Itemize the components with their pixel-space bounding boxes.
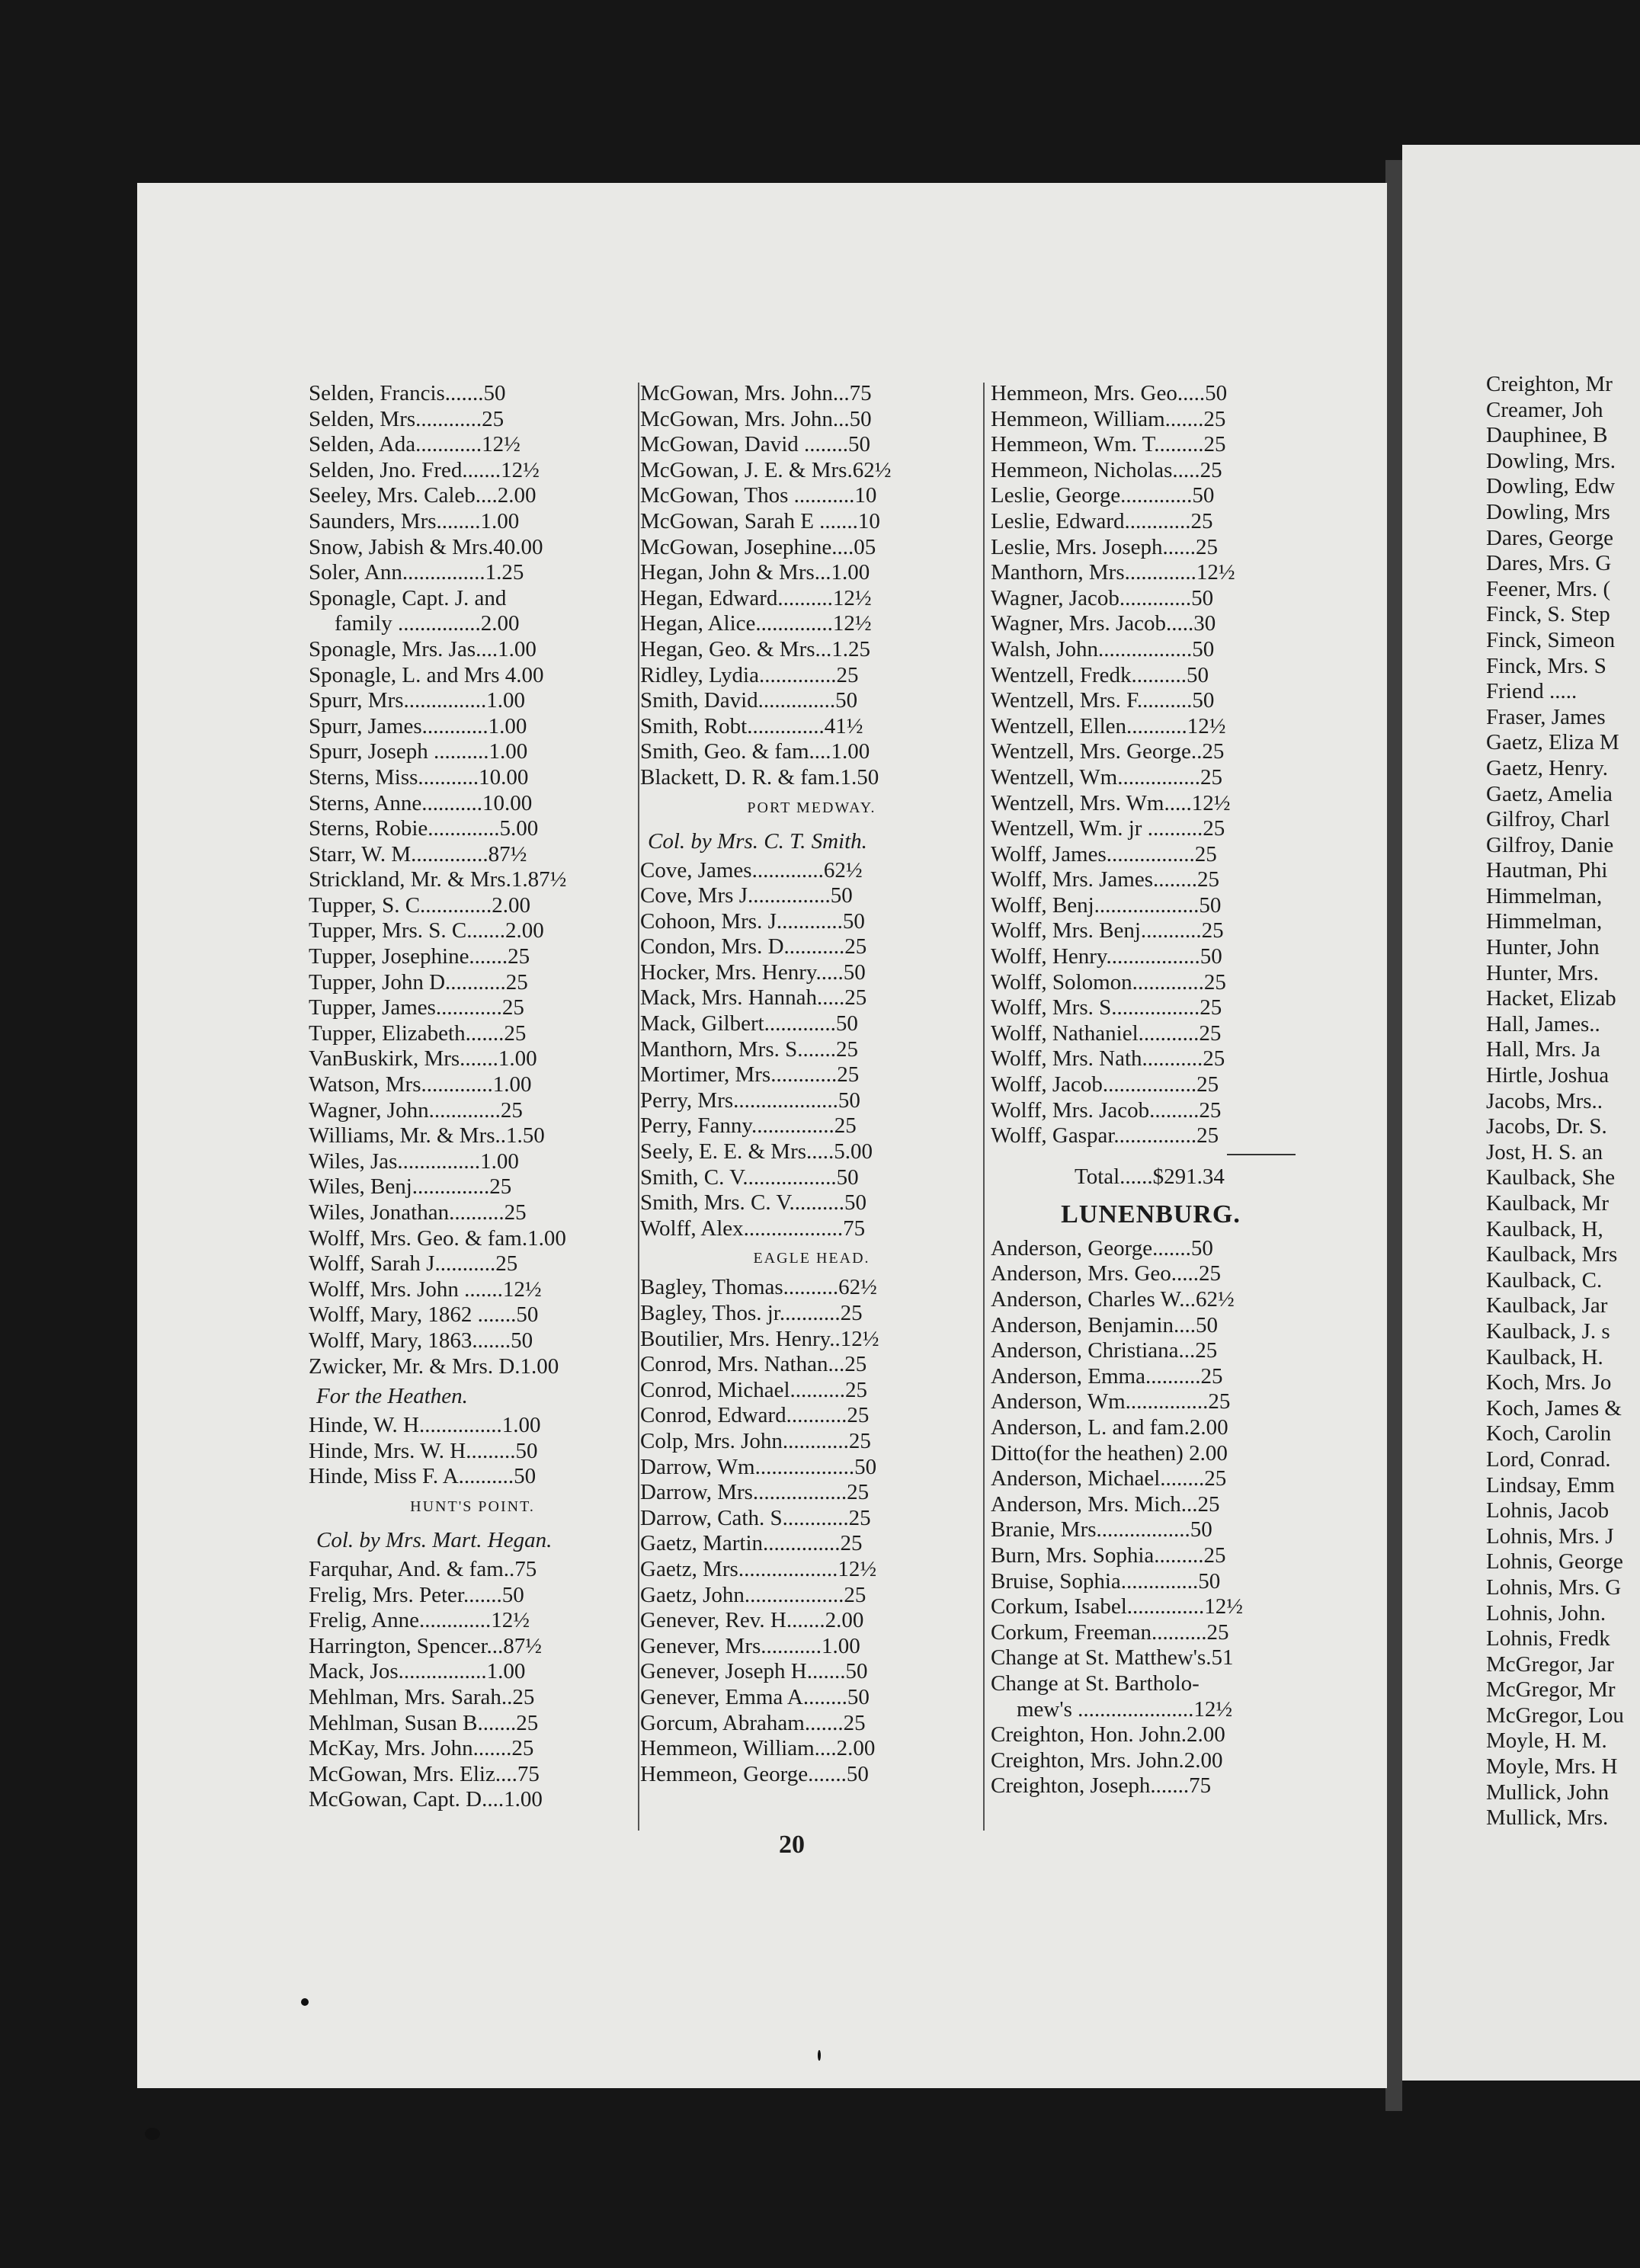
- list-item: Himmelman,: [1486, 883, 1603, 908]
- list-item: Kaulback, Jar: [1486, 1293, 1608, 1318]
- column-divider: [638, 383, 639, 1831]
- list-item: Mullick, John: [1486, 1779, 1610, 1805]
- list-item: Mortimer, Mrs............25: [640, 1062, 860, 1088]
- list-item: Hall, James..: [1486, 1011, 1600, 1036]
- list-item: Bagley, Thos. jr...........25: [640, 1301, 863, 1325]
- list-item: McGowan, Mrs. John...75: [640, 381, 872, 405]
- right-page-column: [1486, 372, 1640, 1831]
- ink-speck: [145, 2128, 160, 2140]
- list-item: Anderson, L. and fam.2.00: [991, 1414, 1228, 1440]
- list-item: Anderson, Benjamin....50: [991, 1312, 1219, 1337]
- list-item: Wolff, Mrs. Nath...........25: [991, 1046, 1225, 1072]
- list-item: Hunter, Mrs.: [1486, 960, 1599, 985]
- list-item: Cohoon, Mrs. J............50: [640, 908, 865, 934]
- collector-note: Col. by Mrs. C. T. Smith.: [648, 828, 867, 854]
- list-item: Change at St. Bartholo-: [991, 1671, 1200, 1696]
- list-item: Conrod, Mrs. Nathan...25: [640, 1352, 867, 1377]
- list-item: Kaulback, Mrs: [1486, 1242, 1618, 1267]
- total-amount: Total......$291.34: [1075, 1164, 1225, 1189]
- list-item: Cove, Mrs J...............50: [640, 883, 853, 908]
- list-item: Darrow, Cath. S............25: [640, 1505, 871, 1530]
- ink-speck: [301, 1998, 309, 2006]
- list-item: Manthorn, Mrs. S.......25: [640, 1036, 858, 1062]
- list-item: mew's .....................12½: [1017, 1696, 1233, 1722]
- list-item: Sterns, Anne...........10.00: [309, 790, 533, 815]
- list-item: Anderson, Mrs. Mich...25: [991, 1491, 1220, 1517]
- list-item: McGowan, David ........50: [640, 432, 871, 457]
- list-item: Tupper, Josephine.......25: [309, 944, 530, 969]
- list-item: Kaulback, C.: [1486, 1267, 1603, 1293]
- list-item: Mullick, Mrs.: [1486, 1805, 1609, 1831]
- list-item: Leslie, George.............50: [991, 483, 1215, 508]
- list-item: Gilfroy, Charl: [1486, 807, 1610, 832]
- list-item: Lohnis, George: [1486, 1549, 1623, 1574]
- list-item: Tupper, Elizabeth.......25: [309, 1020, 527, 1046]
- list-item: Harrington, Spencer...87½: [309, 1633, 543, 1658]
- list-item: Wentzell, Wm...............25: [991, 764, 1222, 790]
- list-item: Kaulback, H,: [1486, 1216, 1603, 1241]
- list-item: Smith, Robt..............41½: [640, 713, 863, 738]
- list-item: Wolff, Henry.................50: [991, 944, 1222, 969]
- list-item: Frelig, Anne.............12½: [309, 1608, 530, 1633]
- list-item: Tupper, James............25: [309, 995, 524, 1020]
- list-item: Colp, Mrs. John............25: [640, 1428, 871, 1453]
- list-item: Hirtle, Joshua: [1486, 1063, 1610, 1088]
- list-item: Branie, Mrs.................50: [991, 1517, 1212, 1542]
- list-item: Dares, George: [1486, 525, 1613, 550]
- list-item: Wentzell, Mrs. F..........50: [991, 688, 1215, 713]
- list-item: Lohnis, Jacob: [1486, 1498, 1610, 1523]
- list-item: Sterns, Robie.............5.00: [309, 816, 539, 841]
- list-item: Creighton, Joseph.......75: [991, 1773, 1212, 1799]
- list-item: Selden, Ada............12½: [309, 432, 521, 457]
- list-item: Dowling, Edw: [1486, 474, 1616, 499]
- list-item: Sponagle, Capt. J. and: [309, 585, 507, 610]
- list-item: McKay, Mrs. John.......25: [309, 1736, 534, 1761]
- list-item: Saunders, Mrs........1.00: [309, 508, 520, 533]
- list-item: Smith, Mrs. C. V..........50: [640, 1190, 867, 1216]
- list-item: Wolff, Gaspar...............25: [991, 1123, 1219, 1148]
- list-item: Darrow, Mrs.................25: [640, 1480, 870, 1505]
- list-item: Wagner, Mrs. Jacob.....30: [991, 611, 1216, 636]
- list-item: Ridley, Lydia..............25: [640, 662, 859, 687]
- list-item: Mack, Mrs. Hannah.....25: [640, 985, 867, 1011]
- list-item: Ditto(for the heathen) 2.00: [991, 1440, 1228, 1466]
- list-item: Corkum, Isabel..............12½: [991, 1594, 1244, 1619]
- list-item: Hegan, Edward..........12½: [640, 585, 872, 610]
- list-item: Wolff, Mrs. James........25: [991, 867, 1219, 892]
- list-item: Selden, Francis.......50: [309, 381, 506, 405]
- list-item: Mack, Jos................1.00: [309, 1659, 526, 1684]
- list-item: Wolff, Sarah J...........25: [309, 1251, 518, 1277]
- list-item: Smith, C. V.................50: [640, 1164, 859, 1190]
- list-item: Farquhar, And. & fam..75: [309, 1556, 537, 1581]
- list-item: Wolff, James................25: [991, 841, 1217, 867]
- list-item: Finck, Mrs. S: [1486, 653, 1606, 678]
- list-item: McGowan, Sarah E .......10: [640, 508, 880, 533]
- list-item: Wentzell, Mrs. Wm.....12½: [991, 790, 1231, 815]
- list-item: Himmelman,: [1486, 909, 1603, 934]
- ink-speck: [818, 2050, 821, 2061]
- list-item: Wentzell, Fredk..........50: [991, 662, 1209, 687]
- list-item: Wentzell, Mrs. George..25: [991, 739, 1225, 764]
- list-item: McGregor, Lou: [1486, 1703, 1624, 1728]
- list-item: Genever, Joseph H.......50: [640, 1659, 868, 1684]
- list-item: Creighton, Mrs. John.2.00: [991, 1747, 1223, 1773]
- list-item: Seeley, Mrs. Caleb....2.00: [309, 483, 537, 508]
- list-item: Tupper, John D...........25: [309, 969, 528, 995]
- list-item: Lohnis, Mrs. J: [1486, 1523, 1614, 1549]
- list-item: Spurr, James............1.00: [309, 713, 527, 738]
- left-page: [137, 183, 1387, 2088]
- list-item: McGowan, J. E. & Mrs.62½: [640, 457, 892, 482]
- list-item: Leslie, Mrs. Joseph......25: [991, 534, 1219, 559]
- list-item: Gaetz, John..................25: [640, 1582, 866, 1607]
- list-item: Sponagle, Mrs. Jas....1.00: [309, 636, 537, 662]
- total-rule: [991, 1149, 1311, 1160]
- binding-gutter: [1385, 160, 1402, 2111]
- list-item: Moyle, H. M.: [1486, 1728, 1607, 1754]
- list-item: Wolff, Mary, 1863.......50: [309, 1328, 533, 1353]
- list-item: Watson, Mrs.............1.00: [309, 1072, 532, 1097]
- list-item: Hinde, W. H...............1.00: [309, 1413, 541, 1438]
- list-item: Lohnis, Fredk: [1486, 1626, 1610, 1651]
- list-item: Mehlman, Susan B.......25: [309, 1710, 539, 1735]
- list-item: Hemmeon, William.......25: [991, 406, 1226, 431]
- list-item: Wolff, Mrs. Geo. & fam.1.00: [309, 1225, 566, 1251]
- list-item: Friend .....: [1486, 679, 1578, 704]
- list-item: Wolff, Solomon.............25: [991, 969, 1226, 995]
- list-item: Leslie, Edward............25: [991, 508, 1213, 533]
- list-item: Hemmeon, William....2.00: [640, 1736, 876, 1761]
- list-item: Perry, Mrs...................50: [640, 1088, 860, 1113]
- list-item: Walsh, John.................50: [991, 636, 1215, 662]
- list-item: Wiles, Benj..............25: [309, 1174, 512, 1200]
- list-item: Feener, Mrs. (: [1486, 576, 1611, 601]
- list-item: Anderson, Wm...............25: [991, 1389, 1231, 1414]
- list-item: Creighton, Mr: [1486, 372, 1613, 396]
- section-heading: PORT MEDWAY.: [747, 799, 876, 816]
- list-item: Wolff, Jacob.................25: [991, 1072, 1219, 1097]
- list-item: Tupper, S. C.............2.00: [309, 892, 531, 918]
- list-item: Lohnis, Mrs. G: [1486, 1574, 1622, 1600]
- list-item: Gaetz, Martin..............25: [640, 1531, 863, 1556]
- list-item: Snow, Jabish & Mrs.40.00: [309, 534, 543, 559]
- list-item: Hacket, Elizab: [1486, 986, 1616, 1011]
- list-item: Anderson, Christiana...25: [991, 1338, 1218, 1363]
- list-item: Wolff, Mrs. Benj...........25: [991, 918, 1224, 943]
- list-item: Selden, Mrs............25: [309, 406, 504, 431]
- list-item: Manthorn, Mrs.............12½: [991, 560, 1235, 585]
- list-item: Wolff, Mrs. John .......12½: [309, 1277, 542, 1302]
- list-item: Genever, Mrs...........1.00: [640, 1633, 860, 1658]
- collector-note: Col. by Mrs. Mart. Hegan.: [316, 1527, 553, 1552]
- list-item: Frelig, Mrs. Peter.......50: [309, 1582, 524, 1607]
- list-item: McGowan, Josephine....05: [640, 534, 876, 559]
- list-item: Spurr, Mrs...............1.00: [309, 688, 526, 713]
- list-item: Moyle, Mrs. H: [1486, 1754, 1618, 1779]
- list-item: Hunter, John: [1486, 935, 1600, 960]
- list-item: Koch, James &: [1486, 1395, 1622, 1421]
- list-item: McGowan, Capt. D....1.00: [309, 1787, 543, 1812]
- list-item: Koch, Carolin: [1486, 1421, 1612, 1446]
- list-item: Anderson, Emma..........25: [991, 1363, 1223, 1389]
- list-item: Lindsay, Emm: [1486, 1472, 1615, 1498]
- list-item: VanBuskirk, Mrs.......1.00: [309, 1046, 537, 1072]
- list-item: Kaulback, Mr: [1486, 1191, 1610, 1216]
- list-item: Smith, David..............50: [640, 688, 858, 713]
- list-item: Anderson, Charles W...62½: [991, 1287, 1235, 1312]
- list-item: Conrod, Michael..........25: [640, 1377, 868, 1402]
- list-item: Wiles, Jas...............1.00: [309, 1148, 519, 1174]
- list-item: Soler, Ann...............1.25: [309, 560, 524, 585]
- column-3: [991, 381, 1311, 1799]
- list-item: Strickland, Mr. & Mrs.1.87½: [309, 867, 567, 892]
- list-item: Gaetz, Amelia: [1486, 781, 1613, 806]
- list-item: Williams, Mr. & Mrs..1.50: [309, 1123, 545, 1148]
- list-item: Kaulback, H.: [1486, 1344, 1603, 1369]
- list-item: Gilfroy, Danie: [1486, 832, 1614, 857]
- list-item: Dowling, Mrs.: [1486, 448, 1616, 473]
- list-item: Hinde, Miss F. A..........50: [309, 1464, 537, 1489]
- list-item: Dauphinee, B: [1486, 423, 1608, 448]
- list-item: Tupper, Mrs. S. C.......2.00: [309, 918, 544, 943]
- list-item: Gaetz, Mrs..................12½: [640, 1556, 877, 1581]
- list-item: Perry, Fanny...............25: [640, 1113, 857, 1139]
- list-item: Smith, Geo. & fam....1.00: [640, 739, 870, 764]
- list-item: Hocker, Mrs. Henry.....50: [640, 959, 866, 985]
- list-item: Wolff, Mary, 1862 .......50: [309, 1302, 539, 1328]
- list-item: Wiles, Jonathan..........25: [309, 1200, 527, 1225]
- list-item: Bagley, Thomas..........62½: [640, 1275, 877, 1300]
- list-item: Hemmeon, George.......50: [640, 1761, 869, 1786]
- list-item: Jost, H. S. an: [1486, 1139, 1603, 1164]
- collector-note: For the Heathen.: [316, 1384, 468, 1409]
- list-item: Seely, E. E. & Mrs.....5.00: [640, 1139, 873, 1164]
- list-item: Genever, Emma A........50: [640, 1684, 870, 1709]
- list-item: Wagner, John.............25: [309, 1097, 523, 1123]
- list-item: Wolff, Alex..................75: [640, 1216, 866, 1241]
- list-item: Anderson, George.......50: [991, 1235, 1213, 1261]
- list-item: McGowan, Thos ...........10: [640, 483, 877, 508]
- list-item: Hegan, Geo. & Mrs...1.25: [640, 636, 871, 662]
- section-heading: HUNT'S POINT.: [410, 1498, 535, 1515]
- list-item: Hautman, Phi: [1486, 858, 1608, 883]
- list-item: McGowan, Mrs. John...50: [640, 406, 872, 431]
- list-item: Jacobs, Dr. S.: [1486, 1114, 1607, 1139]
- list-item: Hinde, Mrs. W. H.........50: [309, 1438, 538, 1463]
- list-item: Mehlman, Mrs. Sarah..25: [309, 1684, 535, 1709]
- list-item: McGowan, Mrs. Eliz....75: [309, 1761, 540, 1786]
- list-item: Koch, Mrs. Jo: [1486, 1370, 1612, 1395]
- section-heading: EAGLE HEAD.: [753, 1250, 870, 1267]
- list-item: Creighton, Hon. John.2.00: [991, 1722, 1225, 1747]
- list-item: Anderson, Michael........25: [991, 1466, 1227, 1491]
- list-item: Wolff, Benj...................50: [991, 892, 1222, 918]
- list-item: Wentzell, Wm. jr ..........25: [991, 816, 1225, 841]
- list-item: Selden, Jno. Fred.......12½: [309, 457, 540, 482]
- list-item: Boutilier, Mrs. Henry..12½: [640, 1326, 879, 1351]
- list-item: family ...............2.00: [335, 611, 520, 636]
- list-item: Burn, Mrs. Sophia.........25: [991, 1542, 1226, 1568]
- list-item: Corkum, Freeman..........25: [991, 1619, 1229, 1645]
- list-item: Wentzell, Ellen...........12½: [991, 713, 1226, 738]
- list-item: Lohnis, John.: [1486, 1600, 1606, 1626]
- list-item: Wolff, Nathaniel...........25: [991, 1020, 1222, 1046]
- list-item: Sterns, Miss...........10.00: [309, 764, 529, 790]
- list-item: Wolff, Mrs. Jacob.........25: [991, 1097, 1222, 1123]
- list-item: Gaetz, Henry.: [1486, 755, 1608, 780]
- list-item: Blackett, D. R. & fam.1.50: [640, 764, 879, 790]
- list-item: Spurr, Joseph ..........1.00: [309, 739, 528, 764]
- column-divider: [983, 383, 985, 1831]
- list-item: Creamer, Joh: [1486, 397, 1603, 422]
- list-item: Fraser, James: [1486, 704, 1606, 729]
- list-item: Hemmeon, Mrs. Geo.....50: [991, 381, 1228, 405]
- list-item: Gorcum, Abraham.......25: [640, 1710, 866, 1735]
- list-item: McGregor, Mr: [1486, 1677, 1616, 1703]
- list-item: Mack, Gilbert.............50: [640, 1011, 858, 1036]
- list-item: Lord, Conrad.: [1486, 1446, 1611, 1472]
- page-number: 20: [779, 1831, 805, 1859]
- section-heading: LUNENBURG.: [1061, 1200, 1241, 1228]
- list-item: Wolff, Mrs. S................25: [991, 995, 1222, 1020]
- list-item: Bruise, Sophia..............50: [991, 1568, 1221, 1594]
- list-item: McGregor, Jar: [1486, 1651, 1614, 1677]
- list-item: Wagner, Jacob.............50: [991, 585, 1214, 610]
- list-item: Conrod, Edward...........25: [640, 1403, 870, 1428]
- list-item: Anderson, Mrs. Geo.....25: [991, 1261, 1222, 1286]
- list-item: Dowling, Mrs: [1486, 499, 1610, 524]
- list-item: Genever, Rev. H.......2.00: [640, 1608, 864, 1633]
- list-item: Hegan, John & Mrs...1.00: [640, 560, 870, 585]
- right-page: [1402, 145, 1640, 2081]
- list-item: Hemmeon, Nicholas.....25: [991, 457, 1222, 482]
- list-item: Hemmeon, Wm. T.........25: [991, 432, 1226, 457]
- list-item: Finck, Simeon: [1486, 627, 1616, 652]
- list-item: Zwicker, Mr. & Mrs. D.1.00: [309, 1353, 559, 1379]
- list-item: Starr, W. M..............87½: [309, 841, 527, 867]
- list-item: Finck, S. Step: [1486, 602, 1610, 627]
- list-item: Darrow, Wm..................50: [640, 1454, 877, 1479]
- list-item: Sponagle, L. and Mrs 4.00: [309, 662, 544, 687]
- column-1: [309, 381, 636, 1813]
- list-item: Gaetz, Eliza M: [1486, 730, 1619, 755]
- list-item: Jacobs, Mrs..: [1486, 1088, 1603, 1113]
- list-item: Dares, Mrs. G: [1486, 551, 1612, 576]
- list-item: Condon, Mrs. D...........25: [640, 934, 867, 959]
- list-item: Hall, Mrs. Ja: [1486, 1037, 1600, 1062]
- list-item: Kaulback, J. s: [1486, 1318, 1610, 1344]
- list-item: Hegan, Alice..............12½: [640, 611, 872, 636]
- list-item: Kaulback, She: [1486, 1165, 1616, 1190]
- list-item: Cove, James.............62½: [640, 857, 863, 883]
- column-2: [640, 381, 983, 1787]
- list-item: Change at St. Matthew's.51: [991, 1645, 1234, 1671]
